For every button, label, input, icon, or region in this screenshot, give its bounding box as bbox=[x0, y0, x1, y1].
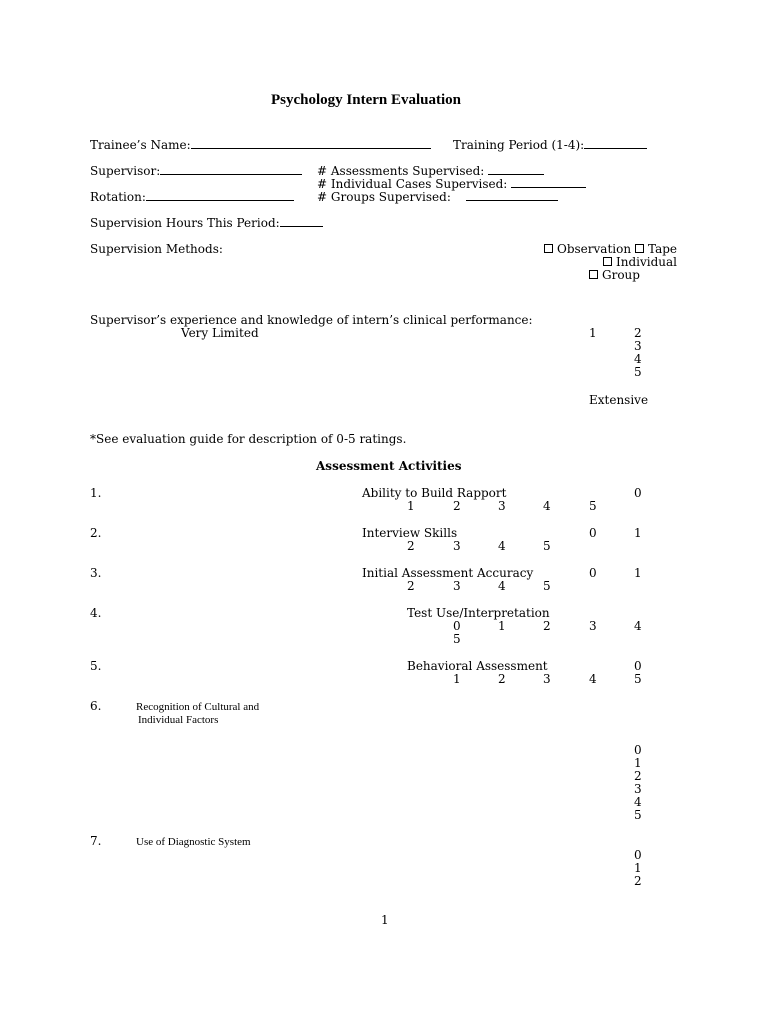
rating-4[interactable]: 4 bbox=[589, 672, 597, 686]
rating-2[interactable]: 2 bbox=[634, 769, 642, 783]
rating-1[interactable]: 1 bbox=[498, 619, 506, 633]
rating-4[interactable]: 4 bbox=[634, 795, 642, 809]
rating-1[interactable]: 1 bbox=[407, 499, 415, 513]
supervision-methods-label: Supervision Methods: bbox=[90, 242, 223, 256]
supervision-hours-field[interactable] bbox=[90, 216, 323, 230]
item-number: 1. bbox=[90, 486, 102, 500]
rating-1[interactable]: 1 bbox=[634, 861, 642, 875]
item-number: 4. bbox=[90, 606, 102, 620]
experience-rating-2[interactable]: 2 bbox=[634, 326, 642, 340]
rating-0[interactable]: 0 bbox=[589, 566, 597, 580]
rotation-field[interactable] bbox=[90, 190, 294, 204]
rating-2[interactable]: 2 bbox=[543, 619, 551, 633]
rating-5[interactable]: 5 bbox=[634, 672, 642, 686]
rating-5[interactable]: 5 bbox=[589, 499, 597, 513]
groups-supervised-blank[interactable] bbox=[466, 190, 558, 201]
experience-question: Supervisor’s experience and knowledge of intern’s clinical performance: bbox=[90, 313, 533, 327]
groups-supervised-field[interactable] bbox=[317, 190, 558, 204]
training-period-blank[interactable] bbox=[584, 138, 647, 149]
cases-supervised-blank[interactable] bbox=[511, 177, 586, 188]
cases-supervised-field[interactable] bbox=[317, 177, 586, 191]
rating-4[interactable]: 4 bbox=[498, 539, 506, 553]
rotation-blank[interactable] bbox=[146, 190, 294, 201]
item-label-line2: Individual Factors bbox=[138, 714, 219, 726]
method-observation-label: Observation bbox=[557, 242, 632, 256]
guide-note: *See evaluation guide for description of 0-5 ratings. bbox=[90, 432, 407, 446]
item-label: Initial Assessment Accuracy bbox=[362, 566, 534, 580]
rating-0[interactable]: 0 bbox=[453, 619, 461, 633]
rating-1[interactable]: 1 bbox=[453, 672, 461, 686]
item-number: 7. bbox=[90, 834, 102, 848]
groups-supervised-label: # Groups Supervised: bbox=[317, 190, 451, 204]
item-label: Use of Diagnostic System bbox=[136, 836, 251, 848]
item-label: Test Use/Interpretation bbox=[407, 606, 550, 620]
rating-0[interactable]: 0 bbox=[634, 848, 642, 862]
supervisor-label: Supervisor: bbox=[90, 164, 161, 178]
item-number: 6. bbox=[90, 699, 102, 713]
assessments-supervised-label: # Assessments Supervised: bbox=[317, 164, 485, 178]
trainee-name-label: Trainee’s Name: bbox=[90, 138, 191, 152]
trainee-name-field[interactable] bbox=[90, 138, 431, 152]
rating-5[interactable]: 5 bbox=[634, 808, 642, 822]
rating-2[interactable]: 2 bbox=[407, 539, 415, 553]
experience-low-label: Very Limited bbox=[181, 326, 259, 340]
checkbox-icon[interactable] bbox=[635, 244, 644, 253]
rating-3[interactable]: 3 bbox=[589, 619, 597, 633]
item-number: 3. bbox=[90, 566, 102, 580]
method-tape-label: Tape bbox=[648, 242, 678, 256]
supervisor-field[interactable] bbox=[90, 164, 302, 178]
rating-4[interactable]: 4 bbox=[634, 619, 642, 633]
rating-3[interactable]: 3 bbox=[453, 539, 461, 553]
method-group[interactable] bbox=[589, 269, 640, 282]
page-title: Psychology Intern Evaluation bbox=[271, 92, 462, 108]
method-individual-label: Individual bbox=[616, 255, 678, 269]
rating-2[interactable]: 2 bbox=[498, 672, 506, 686]
training-period-field[interactable] bbox=[453, 138, 647, 152]
rotation-label: Rotation: bbox=[90, 190, 146, 204]
cases-supervised-label: # Individual Cases Supervised: bbox=[317, 177, 508, 191]
rating-2[interactable]: 2 bbox=[407, 579, 415, 593]
experience-rating-3[interactable]: 3 bbox=[634, 339, 642, 353]
method-group-label: Group bbox=[602, 268, 640, 282]
rating-5[interactable]: 5 bbox=[543, 539, 551, 553]
rating-1[interactable]: 1 bbox=[634, 566, 642, 580]
rating-1[interactable]: 1 bbox=[634, 526, 642, 540]
item-number: 2. bbox=[90, 526, 102, 540]
rating-3[interactable]: 3 bbox=[634, 782, 642, 796]
rating-0[interactable]: 0 bbox=[634, 659, 642, 673]
rating-0[interactable]: 0 bbox=[634, 743, 642, 757]
item-label: Behavioral Assessment bbox=[407, 659, 548, 673]
trainee-name-blank[interactable] bbox=[191, 138, 431, 149]
experience-rating-5[interactable]: 5 bbox=[634, 365, 642, 379]
checkbox-icon[interactable] bbox=[603, 257, 612, 266]
experience-rating-4[interactable]: 4 bbox=[634, 352, 642, 366]
rating-3[interactable]: 3 bbox=[498, 499, 506, 513]
rating-3[interactable]: 3 bbox=[453, 579, 461, 593]
rating-0[interactable]: 0 bbox=[589, 526, 597, 540]
rating-5[interactable]: 5 bbox=[543, 579, 551, 593]
section-title: Assessment Activities bbox=[316, 459, 462, 473]
item-label: Ability to Build Rapport bbox=[362, 486, 507, 500]
item-number: 5. bbox=[90, 659, 102, 673]
rating-0[interactable]: 0 bbox=[634, 486, 642, 500]
rating-3[interactable]: 3 bbox=[543, 672, 551, 686]
rating-1[interactable]: 1 bbox=[634, 756, 642, 770]
experience-rating-1[interactable]: 1 bbox=[589, 326, 597, 340]
page-number: 1 bbox=[381, 913, 389, 927]
assessments-supervised-field[interactable] bbox=[317, 164, 544, 178]
training-period-label: Training Period (1-4): bbox=[453, 138, 585, 152]
supervision-hours-blank[interactable] bbox=[280, 216, 323, 227]
checkbox-icon[interactable] bbox=[589, 270, 598, 279]
rating-5[interactable]: 5 bbox=[453, 632, 461, 646]
rating-2[interactable]: 2 bbox=[634, 874, 642, 888]
rating-4[interactable]: 4 bbox=[498, 579, 506, 593]
checkbox-icon[interactable] bbox=[544, 244, 553, 253]
supervisor-blank[interactable] bbox=[160, 164, 302, 175]
item-label: Interview Skills bbox=[362, 526, 458, 540]
rating-4[interactable]: 4 bbox=[543, 499, 551, 513]
item-label-line1: Recognition of Cultural and bbox=[136, 701, 260, 713]
rating-2[interactable]: 2 bbox=[453, 499, 461, 513]
assessments-supervised-blank[interactable] bbox=[488, 164, 544, 175]
experience-high-label: Extensive bbox=[589, 393, 649, 407]
supervision-hours-label: Supervision Hours This Period: bbox=[90, 216, 280, 230]
